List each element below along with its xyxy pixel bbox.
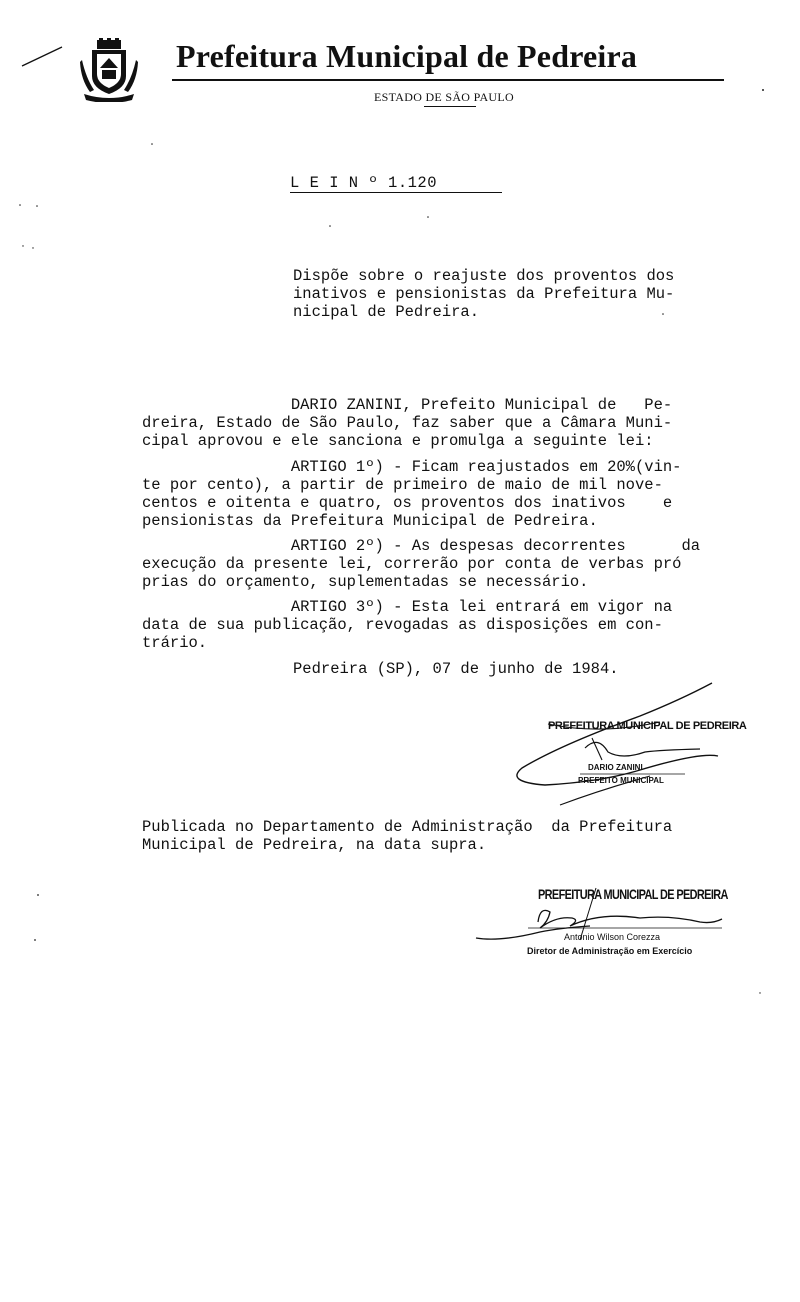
mayor-name: DARIO ZANINI [588, 763, 643, 772]
text-line: cipal aprovou e ele sanciona e promulga a seguinte lei: [142, 432, 654, 450]
summary-line: inativos e pensionistas da Prefeitura Mu- [293, 285, 675, 303]
state-subtitle: ESTADO DE SÃO PAULO [374, 90, 514, 104]
text-line: execução da presente lei, correrão por conta de verbas pró [142, 555, 682, 573]
law-number: L E I N º 1.120 [290, 174, 438, 192]
text-line: Publicada no Departamento de Administração da Prefeitura [142, 818, 673, 836]
article-2 [142, 537, 700, 591]
mayor-stamp: PREFEITURA MUNICIPAL DE PEDREIRA [548, 720, 747, 732]
publication-note [142, 818, 672, 854]
text-line: prias do orçamento, suplementadas se necessário. [142, 573, 589, 591]
text-line: DARIO ZANINI, Prefeito Municipal de Pe- [142, 396, 673, 414]
document-date: Pedreira (SP), 07 de junho de 1984. [293, 660, 619, 678]
summary-line: nicipal de Pedreira. [293, 303, 480, 321]
text-line: ARTIGO 1º) - Ficam reajustados em 20%(vin- [142, 458, 682, 476]
preamble-paragraph [142, 396, 672, 450]
state-underline [424, 106, 476, 107]
article-3 [142, 598, 672, 652]
article-1 [142, 458, 682, 530]
law-number-underline [290, 192, 502, 193]
municipal-crest-icon [80, 38, 138, 102]
mayor-role: PREFEITO MUNICIPAL [578, 776, 664, 785]
text-line: centos e oitenta e quatro, os proventos dos inativos e [142, 494, 673, 512]
text-line: dreira, Estado de São Paulo, faz saber que a Câmara Muni- [142, 414, 673, 432]
director-role: Diretor de Administração em Exercício [527, 946, 693, 956]
header-divider [172, 79, 724, 81]
text-line: Municipal de Pedreira, na data supra. [142, 836, 487, 854]
director-name: Antonio Wilson Corezza [564, 932, 661, 942]
text-line: te por cento), a partir de primeiro de maio de mil nove- [142, 476, 663, 494]
page-title: Prefeitura Municipal de Pedreira [176, 38, 638, 74]
text-line: ARTIGO 2º) - As despesas decorrentes da [142, 537, 701, 555]
director-stamp: PREFEITURA MUNICIPAL DE PEDREIRA [538, 886, 728, 902]
law-summary [293, 267, 674, 321]
summary-line: Dispõe sobre o reajuste dos proventos dos [293, 267, 675, 285]
text-line: data de sua publicação, revogadas as disposições em con- [142, 616, 663, 634]
text-line: trário. [142, 634, 208, 652]
text-line: ARTIGO 3º) - Esta lei entrará em vigor na [142, 598, 673, 616]
text-line: pensionistas da Prefeitura Municipal de Pedreira. [142, 512, 598, 530]
